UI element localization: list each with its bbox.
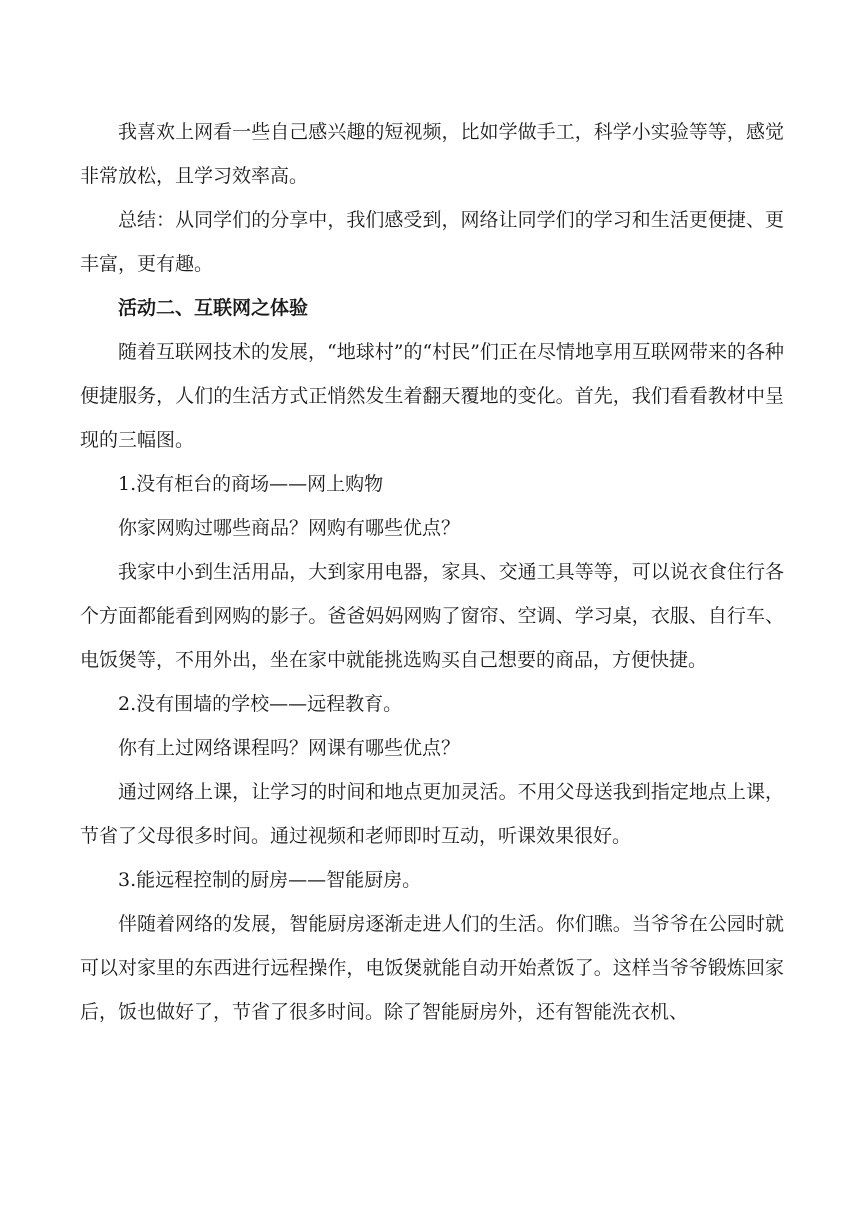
question-online-shopping: 你家网购过哪些商品？网购有哪些优点？ xyxy=(118,517,461,539)
paragraph-online-shopping-answer: 我家中小到生活用品，大到家用电器，家具、交通工具等等，可以说衣食住行各个方面都能看到网购的影子。爸爸妈妈网购了窗帘、空调、学习桌，衣服、自行车、电饭煲等，不用外出，坐在家中就能挑选购买自己想要的商品，方便快捷。 xyxy=(80,561,784,671)
subheading-smart-kitchen: 3.能远程控制的厨房——智能厨房。 xyxy=(118,869,422,891)
paragraph-smart-kitchen: 伴随着网络的发展，智能厨房逐渐走进人们的生活。你们瞧。当爷爷在公园时就可以对家里的东西进行远程操作，电饭煲就能自动开始煮饭了。这样当爷爷锻炼回家后，饭也做好了，节省了很多时间。除了智能厨房外，还有智能洗衣机、 xyxy=(80,913,784,1023)
paragraph-short-video: 我喜欢上网看一些自己感兴趣的短视频，比如学做手工，科学小实验等等，感觉非常放松，且学习效率高。 xyxy=(80,121,784,187)
document-body xyxy=(80,110,784,1034)
paragraph-summary: 总结：从同学们的分享中，我们感受到，网络让同学们的学习和生活更便捷、更丰富，更有趣。 xyxy=(80,209,784,275)
section-heading-activity-two: 活动二、互联网之体验 xyxy=(118,297,309,319)
question-online-course: 你有上过网络课程吗？网课有哪些优点？ xyxy=(118,737,461,759)
paragraph-online-course-answer: 通过网络上课，让学习的时间和地点更加灵活。不用父母送我到指定地点上课，节省了父母很多时间。通过视频和老师即时互动，听课效果很好。 xyxy=(80,781,784,847)
paragraph-internet-development: 随着互联网技术的发展，“地球村”的“村民”们正在尽情地享用互联网带来的各种便捷服务，人们的生活方式正悄然发生着翻天覆地的变化。首先，我们看看教材中呈现的三幅图。 xyxy=(80,341,784,451)
subheading-remote-education: 2.没有围墙的学校——远程教育。 xyxy=(118,693,403,715)
subheading-online-shopping: 1.没有柜台的商场——网上购物 xyxy=(118,473,384,495)
